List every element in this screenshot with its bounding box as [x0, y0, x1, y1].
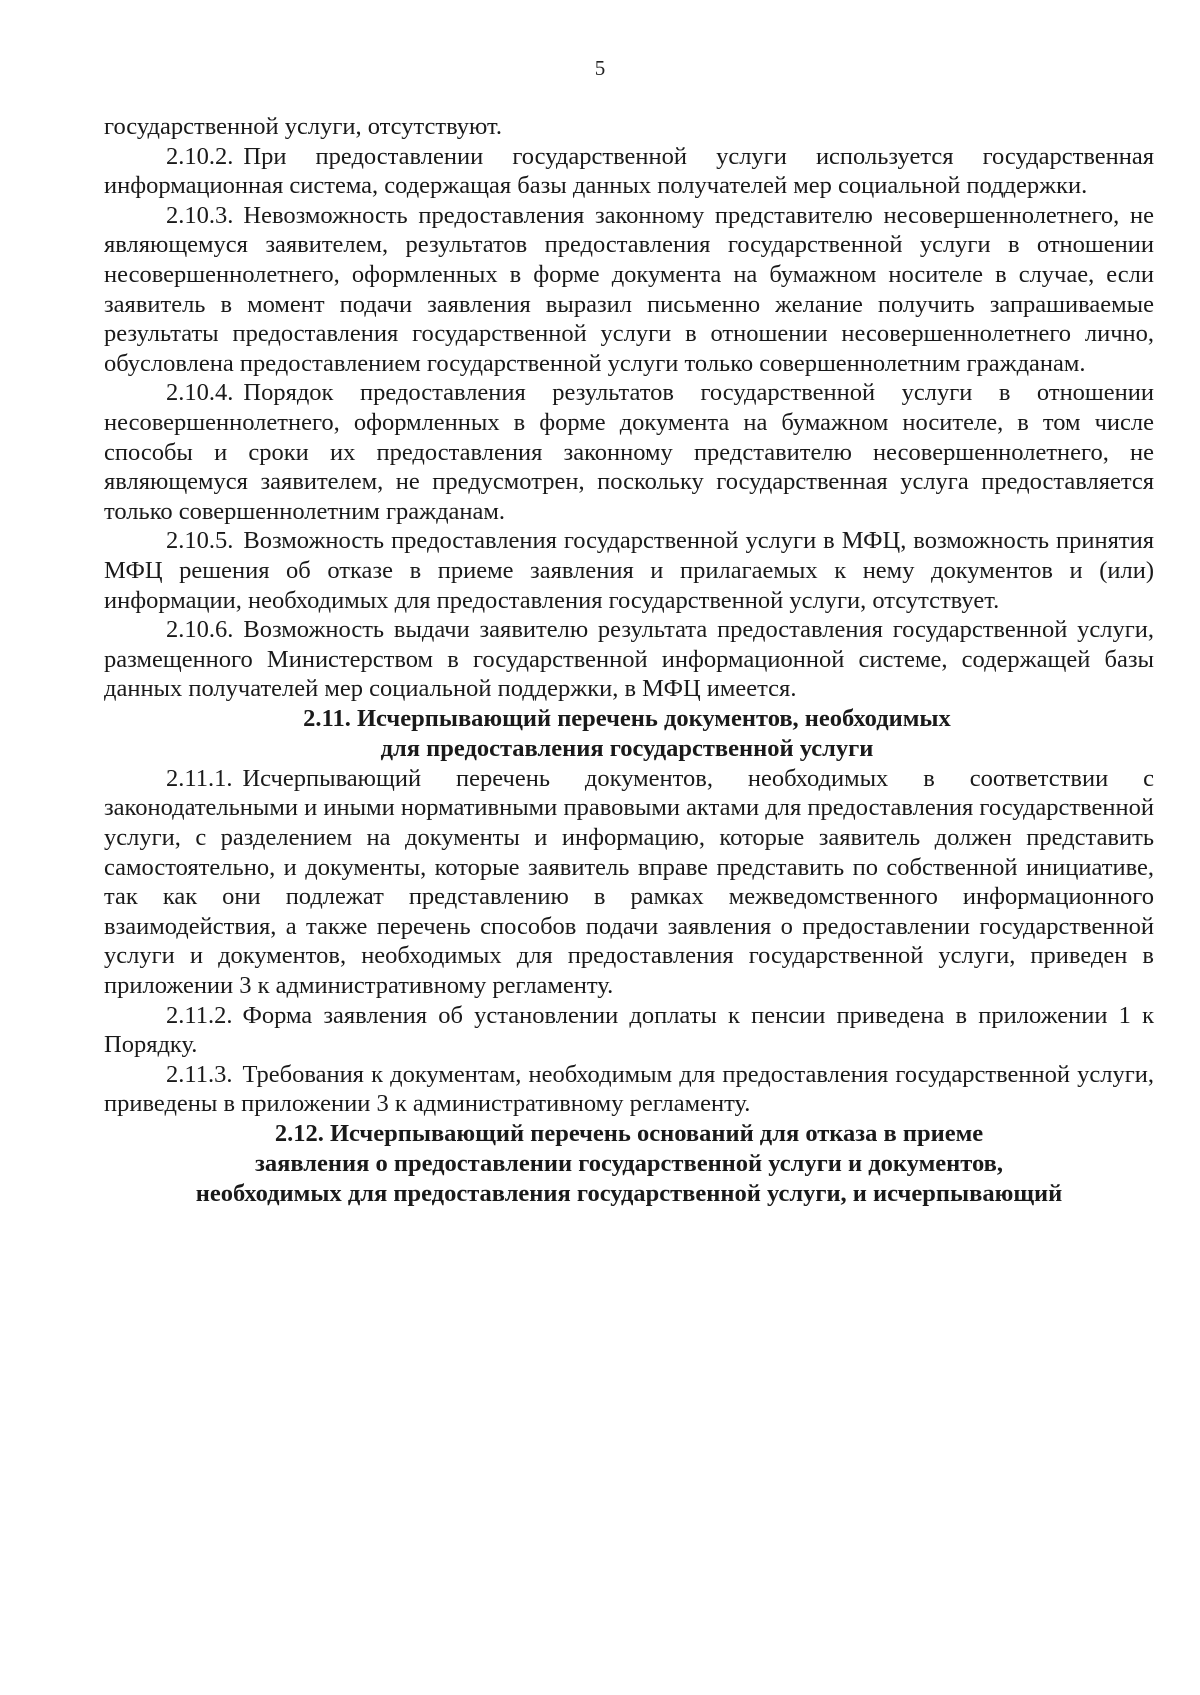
- paragraph-number: 2.11.1.: [166, 764, 233, 792]
- paragraph-text: Возможность предоставления государственной услуги в МФЦ, возможность принятия МФЦ решения об отказе в приеме заявления и прилагаемых к нему документов и (или) информации, необходимых для предоставления государственной услуги, отсутствует.: [104, 527, 1154, 614]
- paragraph-2-11-3: [104, 1060, 1154, 1119]
- paragraph-text: Порядок предоставления результатов государственной услуги в отношении несовершеннолетнего, оформленных в форме документа на бумажном носителе, в том числе способы и сроки их предоставления законному представителю несовершеннолетнего, не являющемуся заявителем, не предусмотрен, поскольку государственная услуга предоставляется только совершеннолетним гражданам.: [104, 379, 1154, 525]
- section-heading-line: 2.11. Исчерпывающий перечень документов, необходимых: [303, 704, 951, 732]
- paragraph-text: государственной услуги, отсутствуют.: [104, 113, 503, 140]
- section-heading-line: для предоставления государственной услуги: [380, 734, 874, 762]
- paragraph-2-10-4: [104, 378, 1154, 526]
- paragraph-2-10-2: [104, 142, 1154, 201]
- paragraph-number: 2.11.3.: [166, 1060, 233, 1088]
- paragraph-text: Требования к документам, необходимым для предоставления государственной услуги, приведены в приложении 3 к административному регламенту.: [104, 1060, 1154, 1118]
- paragraph-number: 2.11.2.: [166, 1001, 233, 1029]
- paragraph-text: Исчерпывающий перечень документов, необходимых в соответствии с законодательными и иными нормативными правовыми актами для предоставления государственной услуги, с разделением на документы и информацию, которые заявитель должен представить самостоятельно, и документы, которые заявитель вправе представить по собственной инициативе, так как они подлежат представлению в рамках межведомственного информационного взаимодействия, а также перечень способов подачи заявления о предоставлении государственной услуги и документов, необходимых для предоставления государственной услуги, приведен в приложении 3 к административному регламенту.: [104, 764, 1154, 1000]
- section-heading-line: заявления о предоставлении государственной услуги и документов,: [255, 1150, 1003, 1177]
- paragraph-2-11-1: [104, 764, 1154, 1001]
- paragraph-text: При предоставлении государственной услуги используется государственная информационная система, содержащая базы данных получателей мер социальной поддержки.: [104, 142, 1154, 200]
- paragraph-text: Невозможность предоставления законному представителю несовершеннолетнего, не являющемуся заявителем, результатов предоставления государственной услуги в отношении несовершеннолетнего, оформленных в форме документа на бумажном носителе в случае, если заявитель в момент подачи заявления выразил письменно желание получить запрашиваемые результаты предоставления государственной услуги в отношении несовершеннолетнего лично, обусловлена предоставлением государственной услуги только совершеннолетним гражданам.: [104, 201, 1154, 377]
- paragraph-continuation: [104, 112, 1154, 142]
- section-heading-line: необходимых для предоставления государственной услуги, и исчерпывающий: [195, 1180, 1063, 1207]
- section-heading-2-11: [104, 704, 1154, 764]
- paragraph-2-10-6: [104, 615, 1154, 704]
- paragraph-number: 2.10.5.: [166, 527, 234, 555]
- section-heading-line: 2.12. Исчерпывающий перечень оснований для отказа в приеме: [274, 1120, 984, 1147]
- paragraph-number: 2.10.6.: [166, 616, 234, 644]
- paragraph-text: Форма заявления об установлении доплаты к пенсии приведена в приложении 1 к Порядку.: [104, 1001, 1154, 1059]
- paragraph-2-11-2: [104, 1001, 1154, 1060]
- paragraph-2-10-3: [104, 201, 1154, 379]
- paragraph-text: Возможность выдачи заявителю результата предоставления государственной услуги, размещенного Министерством в государственной информационной системе, содержащей базы данных получателей мер социальной поддержки, в МФЦ имеется.: [104, 616, 1154, 703]
- page-number: 5: [594, 56, 606, 80]
- section-heading-2-12: [104, 1119, 1154, 1209]
- paragraph-2-10-5: [104, 526, 1154, 615]
- paragraph-number: 2.10.2.: [166, 142, 234, 170]
- paragraph-number: 2.10.4.: [166, 379, 234, 407]
- page-content: [104, 112, 1154, 1209]
- paragraph-number: 2.10.3.: [166, 201, 234, 229]
